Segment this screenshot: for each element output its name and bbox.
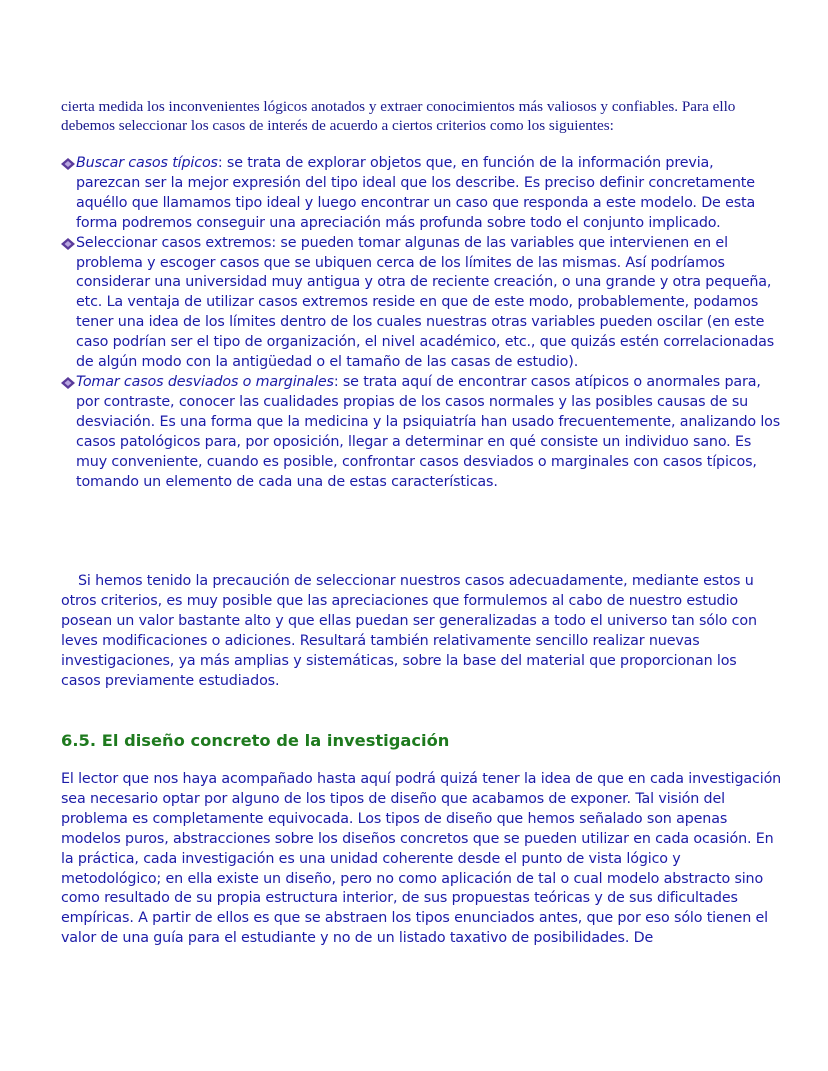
- criteria-list: [61, 154, 781, 492]
- list-item: [61, 234, 781, 373]
- list-item-text: : se trata de explorar objetos que, en función de la información previa, parezcan ser la mejor expresión del tipo ideal que los describe. Es preciso definir concretamente aquéllo que llamamos tipo ideal y luego encontrar un caso que responda a este modelo. De esta forma podremos conseguir una apreciación más profunda sobre todo el conjunto implicado.: [76, 155, 756, 231]
- list-item: [61, 154, 781, 234]
- list-item-text: : se trata aquí de encontrar casos atípicos o anormales para, por contraste, conocer las cualidades propias de los casos normales y las posibles causas de su desviación. Es una forma que la medicina y la psiquiatría han usado frecuentemente, analizando los casos patológicos para, por oposición, llegar a determinar en qué consiste un individuo sano. Es muy conveniente, cuando es posible, confrontar casos desviados o marginales con casos típicos, tomando un elemento de cada una de estas características.: [76, 373, 781, 490]
- diamond-bullet-icon: [61, 377, 75, 389]
- list-item-text: : se pueden tomar algunas de las variables que intervienen en el problema y escoger casos que se ubiquen cerca de los límites de las mismas. Así podríamos considerar una universidad muy antigua y otra de reciente creación, o una grande y otra pequeña, etc. La ventaja de utilizar casos extremos reside en que de este modo, probablemente, podamos tener una idea de los límites dentro de los cuales nuestras otras variables pueden oscilar (en este caso podrían ser el tipo de organización, el nivel académico, etc., que quizás estén correlacionadas de algún modo con la antigüedad o el tamaño de las casas de estudio).: [76, 234, 775, 371]
- diamond-bullet-icon: [61, 158, 75, 170]
- list-item: [61, 373, 781, 492]
- section-heading: 6.5. El diseño concreto de la investigación: [61, 731, 450, 750]
- intro-paragraph: cierta medida los inconvenientes lógicos anotados y extraer conocimientos más valiosos y confiables. Para ello debemos seleccionar los casos de interés de acuerdo a ciertos criterios como los siguientes:: [61, 98, 736, 134]
- list-item-lead: Seleccionar casos extremos: [76, 234, 272, 251]
- list-item-lead: Buscar casos típicos: [76, 155, 218, 171]
- body-paragraph: Si hemos tenido la precaución de seleccionar nuestros casos adecuadamente, mediante estos u otros criterios, es muy posible que las apreciaciones que formulemos al cabo de nuestro estudio posean un valor bastante alto y que ellas puedan ser generalizadas a todo el universo tan sólo con leves modificaciones o adiciones. Resultará también relativamente sencillo realizar nuevas investigaciones, ya más amplias y sistemáticas, sobre la base del material que proporcionan los casos previamente estudiados.: [61, 573, 757, 689]
- list-item-lead: Tomar casos desviados o marginales: [76, 373, 334, 390]
- diamond-bullet-icon: [61, 238, 75, 250]
- section-paragraph: El lector que nos haya acompañado hasta aquí podrá quizá tener la idea de que en cada investigación sea necesario optar por alguno de los tipos de diseño que acabamos de exponer. Tal visión del problema es completamente equivocada. Los tipos de diseño que hemos señalado son apenas modelos puros, abstracciones sobre los diseños concretos que se pueden utilizar en cada ocasión. En la práctica, cada investigación es una unidad coherente desde el punto de vista lógico y metodológico; en ella existe un diseño, pero no como aplicación de tal o cual modelo abstracto sino como resultado de su propia estructura interior, de sus propuestas teóricas y de sus dificultades empíricas. A partir de ellos es que se abstraen los tipos enunciados antes, que por eso sólo tienen el valor de una guía para el estudiante y no de un listado taxativo de posibilidades. De: [61, 771, 782, 947]
